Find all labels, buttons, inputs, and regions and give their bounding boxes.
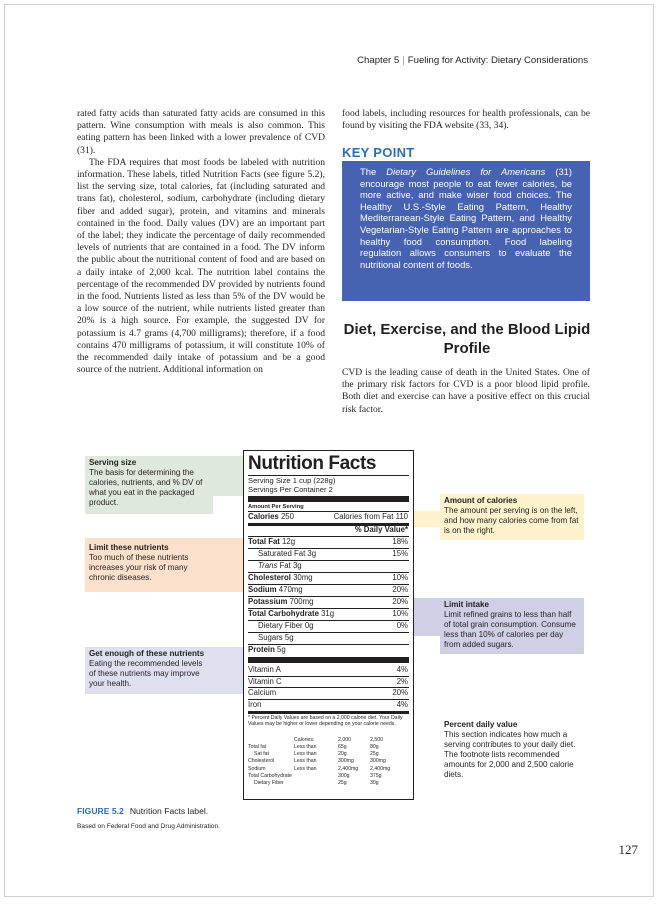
label-thick-rule [248,496,409,502]
footnote-cell: 300g [338,772,350,779]
nutrient-name: Sugars [258,633,283,642]
nutrient-amount: 470mg [278,585,303,594]
figure-caption [77,806,208,816]
footnote-cell: 300mg [338,758,354,765]
footnote-cell: 25g [370,751,379,758]
footnote-cell: Cholesterol [248,758,275,765]
label-calories-value: 250 [280,512,294,521]
footnote-cell: 25g [338,780,347,786]
annotation-text: Too much of these nutrients increases your risk of many chronic diseases. [89,553,189,582]
label-medium-rule [248,711,409,714]
label-nutrient-row [258,561,408,571]
label-calories-fat-value: 110 [395,512,408,521]
nutrient-dv: 20% [392,585,408,594]
nutrient-amount: 0g [304,621,314,630]
vitamin-dv: 4% [396,699,408,709]
annotation-title: Amount of calories [444,496,518,505]
label-dv-header [248,525,408,535]
nutrient-dv: 0% [396,621,408,630]
footnote-cell: Total Carbohydrate [248,772,292,779]
label-nutrient-row [248,573,408,583]
label-nutrient-row [248,537,408,547]
vitamin-name: Iron [248,699,262,709]
footnote-cell: Total fat [248,744,267,750]
annotation-title: Limit intake [444,600,489,609]
key-point-heading: KEY POINT [342,145,415,160]
nutrient-name: Trans [258,561,278,570]
label-amount-per-serving: Amount Per Serving [248,504,304,510]
running-head-separator: | [402,55,405,66]
annotation-text: Eating the recommended levels of these nutrients may improve your health. [89,659,203,688]
paragraph: rated fatty acids than saturated fatty acids are consumed in this pattern. Wine consumption with meals is also common. This eating pattern has been linked with a lower prevalence of CVD (31). [77,108,325,156]
key-point-title: Dietary Guidelines for Americans [386,166,546,177]
vitamin-name: Vitamin A [248,665,281,674]
figure-source: Based on Federal Food and Drug Administration. [77,823,220,830]
paragraph: food labels, including resources for health professionals, can be found by visiting the FDA website (33, 34). [342,108,590,132]
annotation-title: Limit these nutrients [89,543,169,552]
label-servings-per-container: Servings Per Container 2 [248,485,333,494]
left-column [77,108,325,376]
footnote-cell: Less than [294,758,317,765]
footnote-cell: 20g [338,751,347,758]
nutrient-amount: 30mg [293,573,313,582]
annotation-amount-calories [440,494,584,540]
nutrient-amount: 5g [284,633,294,642]
label-calories-label: Calories [248,512,279,521]
footnote-cell: Less than [294,744,317,750]
label-thick-rule [248,657,409,663]
figure-caption-text: Nutrition Facts label. [129,806,209,816]
vitamin-name: Vitamin C [248,676,282,686]
nutrient-name: Cholesterol [248,573,291,582]
footnote-header-2000: 2,000 [338,737,351,743]
running-head-title: Fueling for Activity: Dietary Considerations [407,55,588,66]
footnote-header-2500: 2,500 [370,737,383,743]
annotation-title: Get enough of these nutrients [89,649,205,658]
nutrient-dv: 18% [392,537,408,546]
footnote-cell: 30g [370,780,379,786]
nutrient-amount: 5g [277,645,286,654]
nutrient-dv: 20% [392,597,408,606]
label-vitamin-row [248,688,408,698]
label-title: Nutrition Facts [248,453,377,474]
nutrient-dv: 10% [392,609,408,618]
right-column-top [342,108,590,132]
label-nutrient-row [248,609,408,619]
footnote-cell: Sat fat [254,751,269,758]
label-calories-row [248,512,408,522]
footnote-cell: Sodium [248,765,266,772]
annotation-text: This section indicates how much a serving contributes to your daily diet. The footnote lists recommended amounts for 2,000 and 2,500 calorie diets. [444,730,576,779]
right-column-bottom [342,367,590,416]
annotation-title: Serving size [89,458,137,467]
label-nutrient-row [258,633,408,643]
label-nutrient-row [248,645,408,655]
annotation-serving-size [85,456,213,514]
vitamin-dv: 4% [396,665,408,674]
footnote-cell: 300mg [370,758,386,765]
label-nutrient-row [258,549,408,559]
footnote-cell: 80g [370,744,379,750]
nutrient-dv: 10% [392,573,408,582]
section-heading: Diet, Exercise, and the Blood Lipid Profile [343,321,591,357]
label-footnote: * Percent Daily Values are based on a 2,000 calorie diet. Your Daily Values may be higher or lower depending on your calorie needs. [248,715,403,728]
nutrient-name: Sodium [248,585,277,594]
figure-number: FIGURE 5.2 [77,806,124,816]
annotation-percent-dv [440,718,586,790]
nutrient-amount: 12g [282,537,296,546]
footnote-header-calories: Calories: [294,737,315,743]
label-calories-fat-label: Calories from Fat [333,512,394,521]
page-number: 127 [618,842,638,857]
label-nutrient-row [248,585,408,595]
nutrient-name: Total Fat [248,537,280,546]
nutrient-dv: 15% [392,549,408,558]
nutrient-amount: 3g [307,549,317,558]
nutrient-name: Total Carbohydrate [248,609,319,618]
annotation-get-enough [85,647,213,694]
running-head [357,55,588,66]
label-nutrient-row [258,621,408,631]
nutrient-name: Protein [248,645,275,654]
key-point-box [342,161,590,301]
key-point-text-before: The [360,166,387,177]
running-head-chapter: Chapter 5 [357,55,400,66]
annotation-limit-intake [440,598,584,654]
vitamin-dv: 2% [396,676,408,686]
footnote-cell: 65g [338,744,347,750]
annotation-text: Limit refined grains to less than half of total grain consumption. Consume less than 10% of calories per day from added sugars. [444,610,576,649]
label-vitamin-row [248,700,408,710]
annotation-text: The amount per serving is on the left, and how many calories come from fat is on the right. [444,506,579,535]
annotation-title: Percent daily value [444,720,518,729]
nutrition-facts-label [243,450,414,800]
nutrient-amount: 700mg [289,597,314,606]
annotation-limit-nutrients [85,541,213,589]
nutrient-amount: Fat 3g [279,561,302,570]
label-vitamin-row [248,665,408,675]
nutrient-name: Potassium [248,597,288,606]
paragraph: CVD is the leading cause of death in the United States. One of the primary risk factors for CVD is a poor blood lipid profile. Both diet and exercise can have a positive effect on this crucial risk factor. [342,367,590,415]
footnote-cell: Less than [294,765,317,772]
label-serving-size: Serving Size 1 cup (228g) [248,476,336,485]
vitamin-name: Calcium [248,688,277,697]
label-dv-header-text: % Daily Value* [354,525,408,534]
footnote-cell: 375g [370,772,382,779]
nutrient-name: Dietary Fiber [258,621,303,630]
paragraph: The FDA requires that most foods be labeled with nutrition information. These labels, titled Nutrition Facts (see figure 5.2), list the serving size, total calories, fat (including saturated and trans fat), cholesterol, sodium, carbohydrate (including dietary fiber and added sugar), protein, and vitamins and minerals contained in the food. Daily values (DV) are an important part of the label; they indicate the percentage of daily recommended levels of nutrients that are contained in a food. The DV inform the public about the nutritional content of food and are based on a daily intake of 2,000 kcal. The nutrition label contains the percentage of the recommended DV provided by nutrients found in the food. Nutrients listed as less than 5% of the DV would be a low source of the nutrient, while nutrients listed greater than 20% is a high source. For example, the suggested DV for potassium is 4.7 grams (4,700 milligrams); therefore, if a food contains 470 milligrams of potassium, it will constitute 10% of the recommended daily intake of potassium and be a good source of the nutrient. Additional information on [77,156,325,376]
nutrient-amount: 31g [321,609,335,618]
footnote-cell: 2,400mg [370,765,391,772]
vitamin-dv: 20% [392,688,408,697]
annotation-text: The basis for determining the calories, nutrients, and % DV of what you eat in the packaged product. [89,468,203,507]
footnote-cell: Less than [294,751,317,758]
nutrient-name: Saturated Fat [258,549,306,558]
label-footnote-table [248,738,408,794]
key-point-text-after: (31) encourage most people to eat fewer calories, be more active, and make wiser food choices. The Healthy U.S.-Style Eating Pattern, Healthy Mediterranean-Style Eating Pattern, and Healthy Vegetarian-Style Eating Pattern are approaches to healthy food consumption. Food labeling regulation allows consumers to evaluate the nutritional content of foods. [360,166,572,270]
label-nutrient-row [248,597,408,607]
footnote-cell: Dietary Fiber [254,780,284,786]
label-vitamin-row [248,677,408,687]
footnote-cell: 2,400mg [338,765,359,772]
